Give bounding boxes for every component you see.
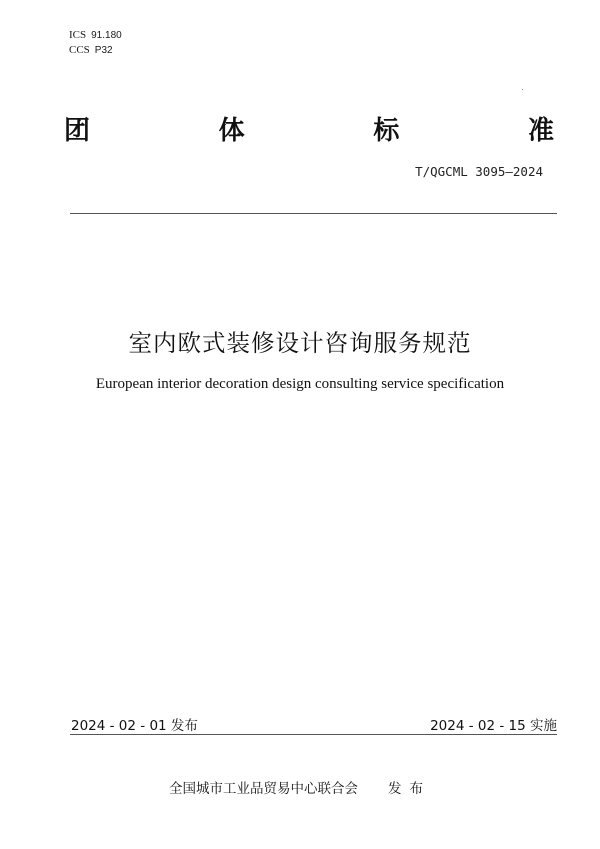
issuer-line — [0, 777, 600, 797]
ccs-code — [69, 44, 113, 57]
title-chinese: 室内欧式装修设计咨询服务规范 — [128, 329, 472, 357]
implementation-date: 2024 - 02 - 15 实施 — [430, 718, 557, 734]
issuer-name: 全国城市工业品贸易中心联合会 — [169, 781, 358, 797]
ccs-label: CCS — [69, 44, 90, 56]
standard-type-char: 体 — [218, 116, 245, 146]
ics-label: ICS — [69, 29, 87, 41]
ics-value: 91.180 — [91, 30, 122, 41]
release-date: 2024 - 02 - 01 发布 — [71, 718, 198, 734]
standard-type-char: 团 — [64, 116, 91, 146]
standard-number: T/QGCML 3095—2024 — [415, 164, 543, 179]
bottom-divider — [70, 734, 557, 735]
scan-artifact-dot — [522, 89, 523, 90]
issuer-action: 发布 — [388, 781, 431, 797]
top-divider — [70, 213, 557, 214]
title-english: European interior decoration design consulting service specification — [95, 376, 505, 392]
standard-type-char: 准 — [527, 116, 554, 146]
ics-code — [69, 29, 122, 42]
standard-type-char: 标 — [373, 116, 400, 146]
standard-type-heading — [64, 114, 554, 150]
ccs-value: P32 — [94, 45, 113, 56]
